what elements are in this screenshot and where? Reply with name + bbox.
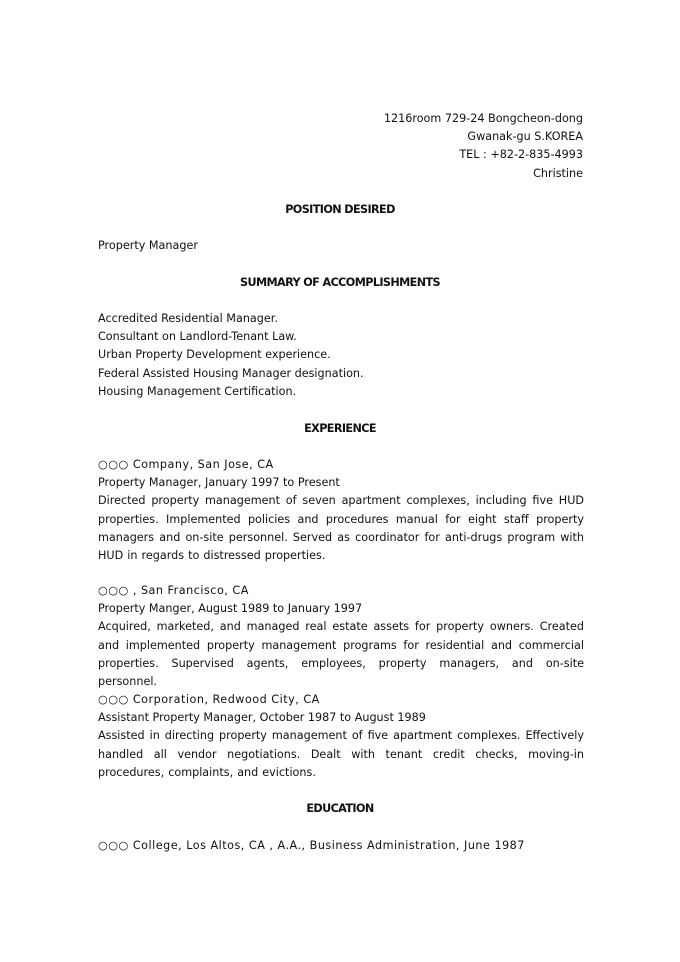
contact-city-line: Gwanak-gu S.KOREA: [467, 130, 583, 144]
contact-address-line: 1216room 729-24 Bongcheon-dong: [383, 112, 583, 125]
education-text: ○○○ College, Los Altos, CA , A.A., Business Administration, June 1987: [98, 839, 525, 852]
position-text: Property Manager: [98, 239, 198, 252]
job-company: ○○○ Corporation, Redwood City, CA: [98, 693, 320, 706]
contact-name-line: Christine: [533, 166, 583, 180]
job-title: Property Manager, January 1997 to Present: [98, 476, 340, 490]
summary-item: Consultant on Landlord-Tenant Law.: [98, 330, 297, 344]
education-section: [98, 837, 584, 855]
experience-job: [98, 582, 584, 691]
experience-job: [98, 456, 584, 565]
contact-block: [384, 110, 583, 183]
job-title: Assistant Property Manager, October 1987 to August 1989: [98, 711, 426, 725]
summary-item: Urban Property Development experience.: [98, 348, 331, 362]
summary-heading: SUMMARY OF ACCOMPLISHMENTS: [240, 276, 440, 289]
job-company: ○○○ Company, San Jose, CA: [98, 458, 274, 471]
job-company: ○○○ , San Francisco, CA: [98, 584, 249, 597]
summary-list: [98, 310, 584, 401]
experience-job: [98, 691, 584, 782]
job-description: Directed property management of seven apartment complexes, including five HUD properties. Implemented policies and procedures manual for eight staff property managers and on-site personnel. Served as coordinator for anti-drugs program with HUD in regards to distressed properties.: [98, 494, 584, 563]
job-description: Acquired, marketed, and managed real estate assets for property owners. Created and implemented property management programs for residential and commercial properties. Supervised agents, employees, property managers, and on-site personnel.: [98, 620, 584, 689]
position-heading: POSITION DESIRED: [285, 203, 395, 216]
position-section: [98, 237, 584, 255]
contact-phone-line: TEL : +82-2-835-4993: [459, 148, 583, 162]
summary-item: Accredited Residential Manager.: [98, 312, 278, 325]
summary-item: Housing Management Certification.: [98, 384, 297, 398]
education-heading: EDUCATION: [306, 802, 374, 815]
job-title: Property Manger, August 1989 to January 1997: [98, 602, 363, 616]
job-description: Assisted in directing property management of five apartment complexes. Effectively handled all vendor negotiations. Dealt with tenant credit checks, moving-in procedures, complaints, and evictions.: [98, 729, 584, 779]
summary-item: Federal Assisted Housing Manager designation.: [98, 366, 364, 380]
experience-heading: EXPERIENCE: [304, 422, 376, 435]
